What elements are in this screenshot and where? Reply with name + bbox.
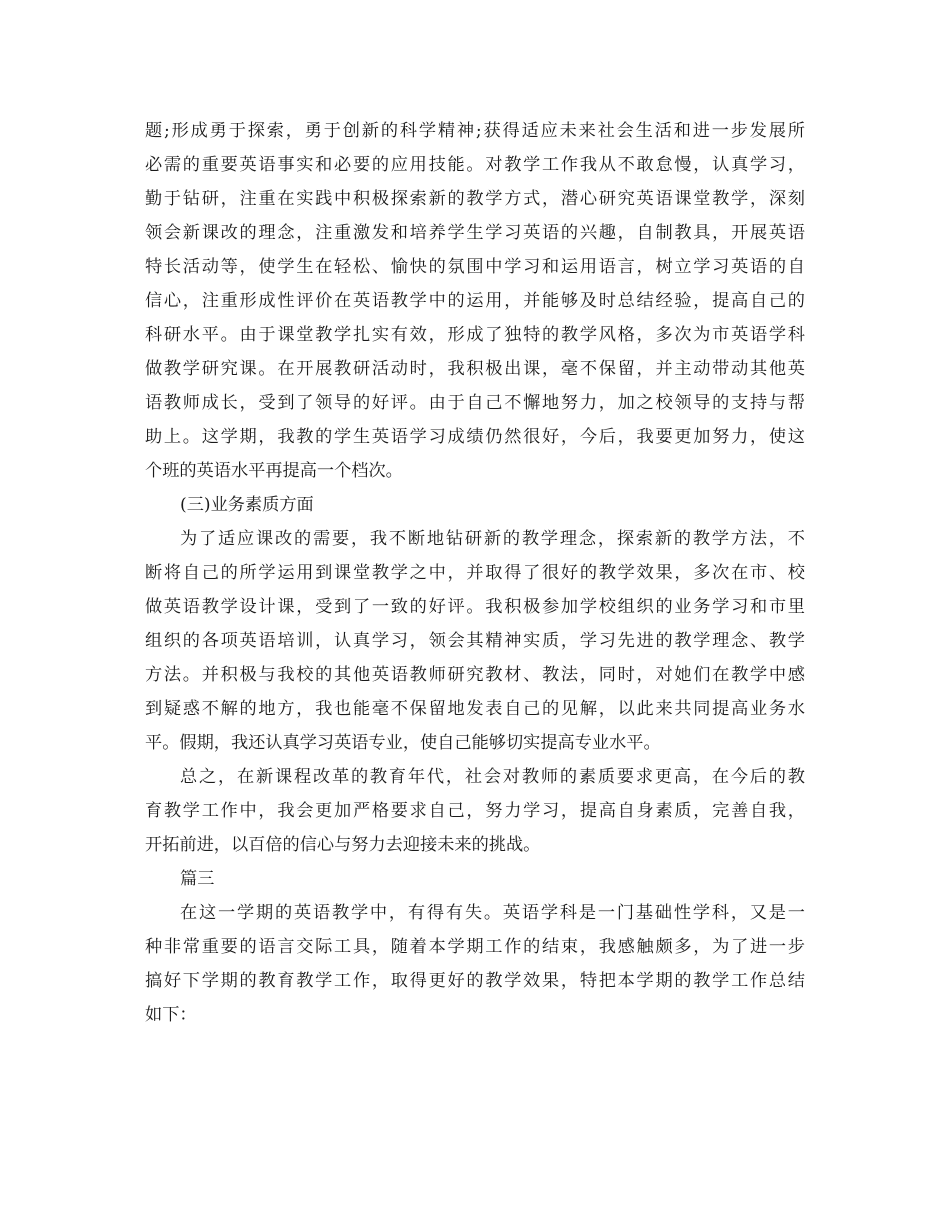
text-line: 题;形成勇于探索，勇于创新的科学精神;获得适应未来社会生活和进一步发展所 xyxy=(145,121,805,141)
text-line: 方法。并积极与我校的其他英语教师研究教材、教法，同时，对她们在教学中感 xyxy=(145,665,805,685)
text-line: 断将自己的所学运用到课堂教学之中，并取得了很好的教学效果，多次在市、校 xyxy=(145,563,805,583)
text-line: 领会新课改的理念，注重激发和培养学生学习英语的兴趣，自制教具，开展英语 xyxy=(145,223,805,243)
text-line: 种非常重要的语言交际工具，随着本学期工作的结束，我感触颇多，为了进一步 xyxy=(145,937,805,957)
text-line: 科研水平。由于课堂教学扎实有效，形成了独特的教学风格，多次为市英语学科 xyxy=(145,325,805,345)
text-line: 组织的各项英语培训，认真学习，领会其精神实质，学习先进的教学理念、教学 xyxy=(145,631,805,651)
text-line: 平。假期，我还认真学习英语专业，使自己能够切实提高专业水平。 xyxy=(145,733,661,753)
text-line: 助上。这学期，我教的学生英语学习成绩仍然很好，今后，我要更加努力，使这 xyxy=(145,427,805,447)
text-line: 特长活动等，使学生在轻松、愉快的氛围中学习和运用语言，树立学习英语的自 xyxy=(145,257,805,277)
text-line: (三)业务素质方面 xyxy=(180,495,314,515)
text-line: 为了适应课改的需要，我不断地钻研新的教学理念，探索新的教学方法，不 xyxy=(180,529,805,549)
text-line: 做英语教学设计课，受到了一致的好评。我积极参加学校组织的业务学习和市里 xyxy=(145,597,805,617)
text-line: 做教学研究课。在开展教研活动时，我积极出课，毫不保留，并主动带动其他英 xyxy=(145,359,805,379)
text-line: 必需的重要英语事实和必要的应用技能。对教学工作我从不敢怠慢，认真学习， xyxy=(145,155,805,175)
document-body xyxy=(145,114,805,1032)
text-line: 语教师成长，受到了领导的好评。由于自己不懈地努力，加之校领导的支持与帮 xyxy=(145,393,805,413)
text-line: 到疑惑不解的地方，我也能毫不保留地发表自己的见解，以此来共同提高业务水 xyxy=(145,699,805,719)
text-line: 篇三 xyxy=(180,869,215,889)
text-line: 开拓前进，以百倍的信心与努力去迎接未来的挑战。 xyxy=(145,835,541,855)
text-line: 如下： xyxy=(145,1005,197,1025)
text-line: 搞好下学期的教育教学工作，取得更好的教学效果，特把本学期的教学工作总结 xyxy=(145,971,805,991)
text-line: 信心，注重形成性评价在英语教学中的运用，并能够及时总结经验，提高自己的 xyxy=(145,291,805,311)
text-line: 勤于钻研，注重在实践中积极探索新的教学方式，潜心研究英语课堂教学，深刻 xyxy=(145,189,805,209)
text-line: 总之，在新课程改革的教育年代，社会对教师的素质要求更高，在今后的教 xyxy=(180,767,805,787)
text-line: 在这一学期的英语教学中，有得有失。英语学科是一门基础性学科，又是一 xyxy=(180,903,805,923)
text-line: 育教学工作中，我会更加严格要求自己，努力学习，提高自身素质，完善自我， xyxy=(145,801,805,821)
text-line: 个班的英语水平再提高一个档次。 xyxy=(145,461,403,481)
